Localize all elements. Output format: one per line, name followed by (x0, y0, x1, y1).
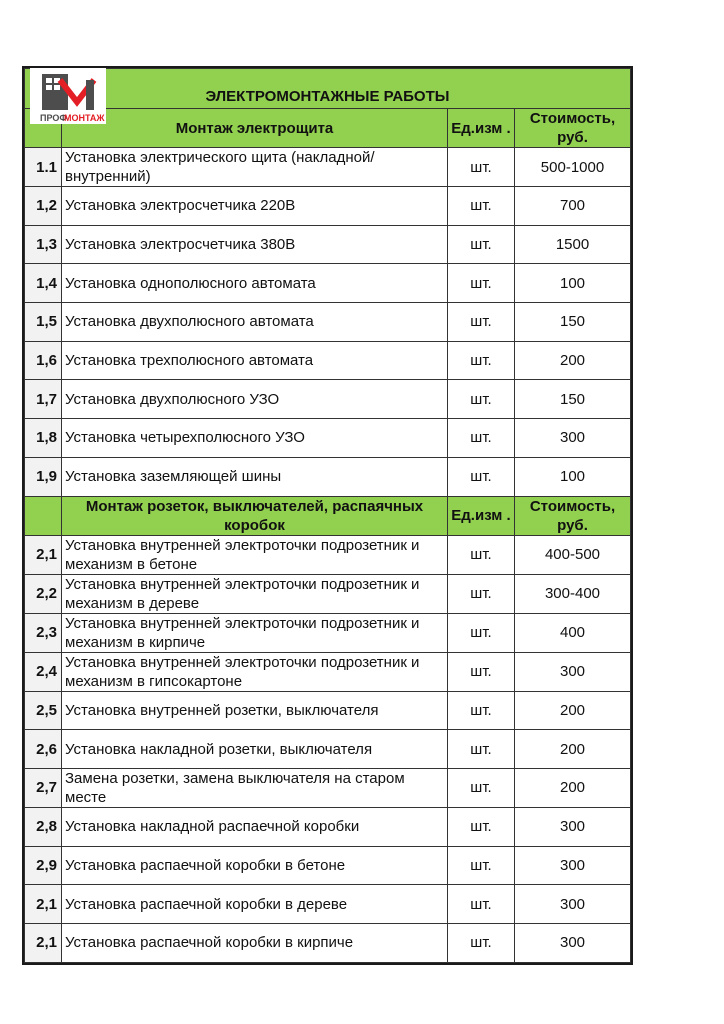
row-number: 1.1 (25, 148, 62, 187)
unit-cell: шт. (448, 264, 515, 303)
row-number: 1,8 (25, 419, 62, 458)
unit-cell: шт. (448, 574, 515, 613)
section-header (25, 109, 631, 148)
table-row (25, 380, 631, 419)
service-description: Установка внутренней электроточки подрозетник и механизм в кирпиче (62, 613, 448, 652)
table-row (25, 303, 631, 342)
table-row (25, 730, 631, 769)
table-row (25, 264, 631, 303)
price-cell: 700 (515, 187, 631, 226)
unit-cell: шт. (448, 535, 515, 574)
company-logo (30, 68, 106, 124)
table-row (25, 846, 631, 885)
section-header-blank (25, 496, 62, 535)
svg-text:МОНТАЖ: МОНТАЖ (64, 113, 105, 123)
table-row (25, 535, 631, 574)
service-description: Установка накладной распаечной коробки (62, 807, 448, 846)
table-row (25, 574, 631, 613)
price-cell: 100 (515, 457, 631, 496)
service-description: Установка распаечной коробки в бетоне (62, 846, 448, 885)
service-description: Установка электрического щита (накладной/внутренний) (62, 148, 448, 187)
unit-cell: шт. (448, 846, 515, 885)
title-row (25, 69, 631, 109)
price-cell: 400-500 (515, 535, 631, 574)
price-cell: 200 (515, 691, 631, 730)
table-row (25, 457, 631, 496)
row-number: 2,1 (25, 923, 62, 962)
price-cell: 150 (515, 380, 631, 419)
row-number: 2,2 (25, 574, 62, 613)
unit-cell: шт. (448, 923, 515, 962)
service-description: Установка четырехполюсного УЗО (62, 419, 448, 458)
price-cell: 500-1000 (515, 148, 631, 187)
price-cell: 300 (515, 885, 631, 924)
row-number: 2,9 (25, 846, 62, 885)
unit-cell: шт. (448, 807, 515, 846)
section-title: Монтаж розеток, выключателей, распаячных коробок (62, 496, 448, 535)
price-cell: 300 (515, 923, 631, 962)
table-row (25, 419, 631, 458)
service-description: Установка двухполюсного УЗО (62, 380, 448, 419)
table-row (25, 225, 631, 264)
service-description: Установка внутренней электроточки подрозетник и механизм в бетоне (62, 535, 448, 574)
price-cell: 300-400 (515, 574, 631, 613)
row-number: 1,4 (25, 264, 62, 303)
row-number: 2,7 (25, 768, 62, 807)
service-description: Установка распаечной коробки в кирпиче (62, 923, 448, 962)
table-row (25, 341, 631, 380)
row-number: 1,6 (25, 341, 62, 380)
table-row (25, 923, 631, 962)
row-number: 2,3 (25, 613, 62, 652)
table-row (25, 148, 631, 187)
row-number: 1,5 (25, 303, 62, 342)
table-row (25, 187, 631, 226)
service-description: Установка электросчетчика 380В (62, 225, 448, 264)
row-number: 2,8 (25, 807, 62, 846)
price-cell: 150 (515, 303, 631, 342)
service-description: Установка распаечной коробки в дереве (62, 885, 448, 924)
table-row (25, 691, 631, 730)
unit-column-header: Ед.изм . (448, 109, 515, 148)
price-cell: 200 (515, 768, 631, 807)
service-description: Установка внутренней электроточки подрозетник и механизм в дереве (62, 574, 448, 613)
service-description: Установка внутренней электроточки подрозетник и механизм в гипсокартоне (62, 652, 448, 691)
service-description: Установка электросчетчика 220В (62, 187, 448, 226)
service-description: Замена розетки, замена выключателя на старом месте (62, 768, 448, 807)
service-description: Установка заземляющей шины (62, 457, 448, 496)
price-cell: 200 (515, 730, 631, 769)
service-description: Установка двухполюсного автомата (62, 303, 448, 342)
unit-cell: шт. (448, 768, 515, 807)
unit-column-header: Ед.изм . (448, 496, 515, 535)
row-number: 2,1 (25, 885, 62, 924)
service-description: Установка накладной розетки, выключателя (62, 730, 448, 769)
price-cell: 300 (515, 807, 631, 846)
row-number: 2,4 (25, 652, 62, 691)
unit-cell: шт. (448, 691, 515, 730)
unit-cell: шт. (448, 457, 515, 496)
table-row (25, 807, 631, 846)
row-number: 1,2 (25, 187, 62, 226)
unit-cell: шт. (448, 652, 515, 691)
unit-cell: шт. (448, 303, 515, 342)
table-row (25, 652, 631, 691)
building-m-logo-icon (30, 68, 106, 124)
price-cell: 100 (515, 264, 631, 303)
row-number: 1,9 (25, 457, 62, 496)
table-row (25, 768, 631, 807)
price-cell: 200 (515, 341, 631, 380)
row-number: 2,5 (25, 691, 62, 730)
service-description: Установка трехполюсного автомата (62, 341, 448, 380)
service-description: Установка однополюсного автомата (62, 264, 448, 303)
price-table (24, 68, 631, 963)
unit-cell: шт. (448, 613, 515, 652)
unit-cell: шт. (448, 341, 515, 380)
price-cell: 400 (515, 613, 631, 652)
price-cell: 300 (515, 419, 631, 458)
unit-cell: шт. (448, 148, 515, 187)
price-cell: 300 (515, 846, 631, 885)
unit-cell: шт. (448, 885, 515, 924)
section-header (25, 496, 631, 535)
svg-text:ПРОФ: ПРОФ (40, 113, 68, 123)
unit-cell: шт. (448, 380, 515, 419)
page-title: ЭЛЕКТРОМОНТАЖНЫЕ РАБОТЫ (25, 69, 631, 109)
unit-cell: шт. (448, 225, 515, 264)
unit-cell: шт. (448, 730, 515, 769)
row-number: 1,3 (25, 225, 62, 264)
service-description: Установка внутренней розетки, выключателя (62, 691, 448, 730)
row-number: 2,6 (25, 730, 62, 769)
row-number: 1,7 (25, 380, 62, 419)
unit-cell: шт. (448, 187, 515, 226)
row-number: 2,1 (25, 535, 62, 574)
price-column-header: Стоимость, руб. (515, 496, 631, 535)
unit-cell: шт. (448, 419, 515, 458)
price-cell: 300 (515, 652, 631, 691)
price-list-sheet (22, 66, 633, 965)
price-column-header: Стоимость, руб. (515, 109, 631, 148)
table-row (25, 613, 631, 652)
table-row (25, 885, 631, 924)
price-cell: 1500 (515, 225, 631, 264)
section-title: Монтаж электрощита (62, 109, 448, 148)
